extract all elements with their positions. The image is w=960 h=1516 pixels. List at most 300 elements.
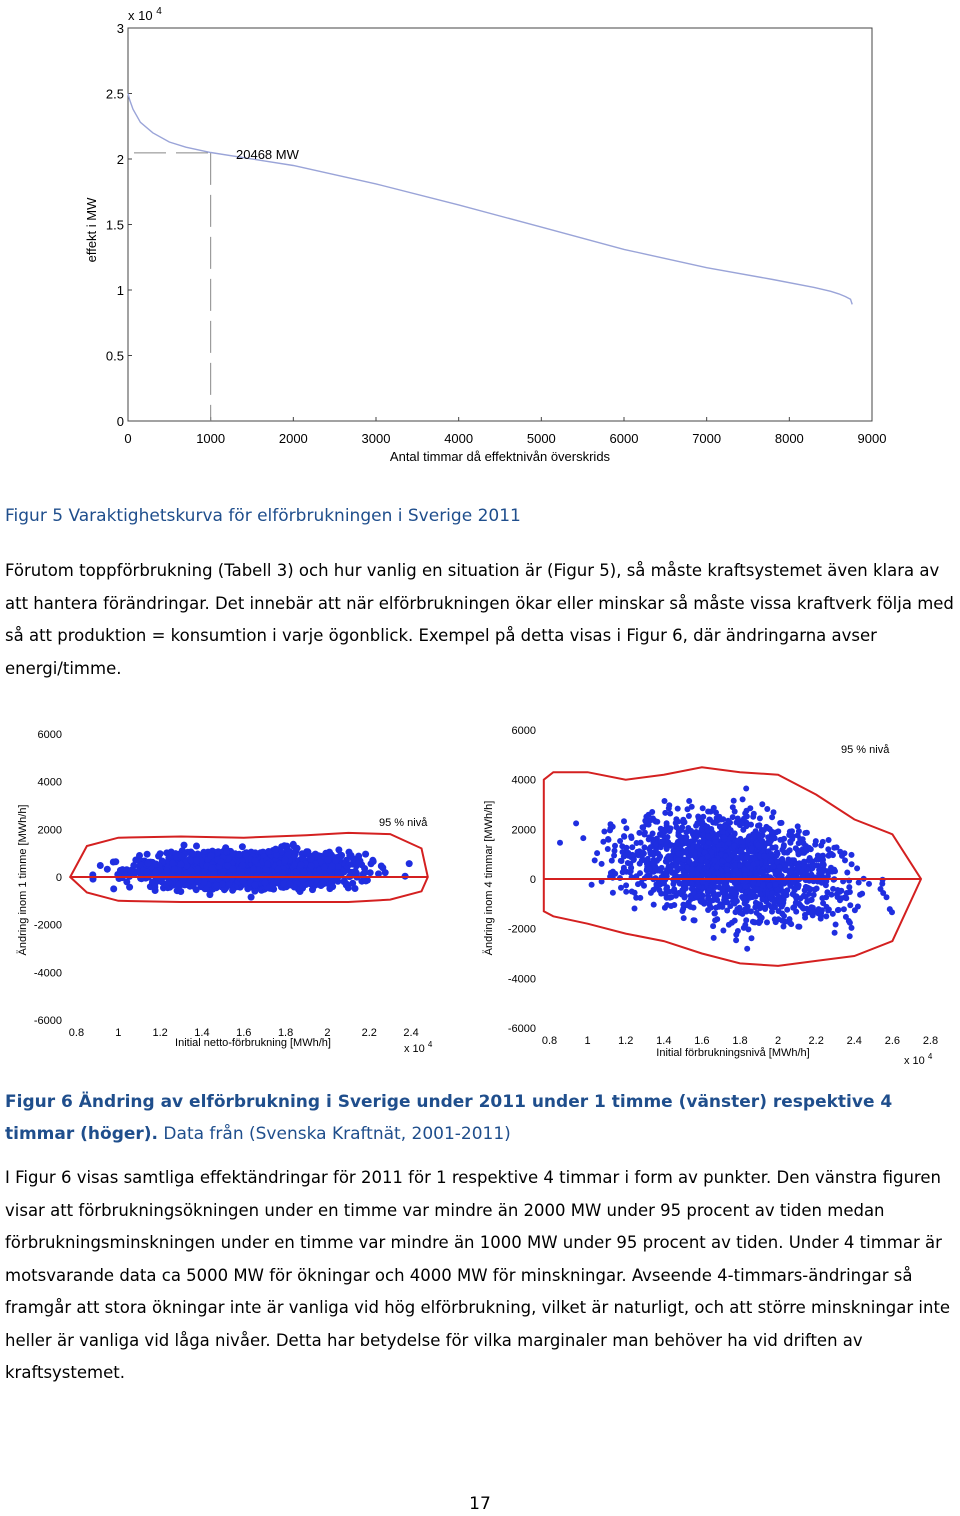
- scatter-point: [647, 872, 653, 878]
- scatter-point: [653, 846, 659, 852]
- scatter-point: [740, 796, 746, 802]
- scatter-point: [773, 882, 779, 888]
- scatter-point: [744, 909, 750, 915]
- y-tick-label: 2000: [511, 824, 536, 837]
- scatter-point: [686, 798, 692, 804]
- scatter-point: [137, 875, 144, 882]
- scatter-point: [149, 879, 156, 886]
- scatter-point: [796, 882, 802, 888]
- x-tick-label: 1: [584, 1035, 591, 1047]
- scatter-point: [866, 881, 872, 887]
- scatter-point: [337, 854, 344, 861]
- scatter-point: [790, 891, 796, 897]
- scatter-point: [264, 861, 271, 868]
- scatter-point: [825, 908, 831, 914]
- scatter-point: [823, 882, 829, 888]
- scatter-point: [696, 893, 702, 899]
- y-tick-label: 3: [116, 21, 124, 36]
- scatter-point: [769, 845, 775, 851]
- y-axis-label: Ändring inom 4 timmar [MWh/h]: [483, 800, 495, 956]
- figure6-caption-bold: Figur 6 Ändring av elförbrukning i Sverige under 2011 under 1 timme (vänster) respektive 4 timmar (höger).: [5, 1092, 893, 1144]
- scatter-point: [854, 865, 860, 871]
- scatter-point: [637, 870, 643, 876]
- scatter-point: [734, 855, 740, 861]
- scatter-point: [720, 928, 726, 934]
- scatter-point: [286, 881, 293, 888]
- x-tick-label: 2.2: [361, 1027, 377, 1039]
- scatter-point: [252, 857, 259, 864]
- scatter-point: [370, 858, 377, 865]
- scatter-point: [729, 888, 735, 894]
- scatter-point: [755, 842, 761, 848]
- scatter-point: [775, 868, 781, 874]
- y-tick-label: 0: [55, 872, 62, 884]
- scatter-point: [709, 849, 715, 855]
- scatter-chart-1h: [0, 710, 470, 1070]
- scatter-point: [700, 805, 706, 811]
- scatter-point: [617, 838, 623, 844]
- scatter-point: [849, 925, 855, 931]
- scatter-point: [143, 868, 150, 875]
- scatter-point: [308, 862, 315, 869]
- scatter-point: [748, 845, 754, 851]
- scatter-point: [713, 810, 719, 816]
- scatter-point: [725, 873, 731, 879]
- scatter-point: [781, 924, 787, 930]
- scatter-point: [795, 924, 801, 930]
- scatter-point: [698, 821, 704, 827]
- scatter-point: [810, 909, 816, 915]
- plot-frame: [128, 28, 872, 421]
- scatter-point: [623, 825, 629, 831]
- scatter-point: [625, 850, 631, 856]
- scatter-point: [656, 887, 662, 893]
- scatter-point: [193, 857, 200, 864]
- x-tick-label: 2.2: [808, 1035, 824, 1047]
- scatter-point: [629, 844, 635, 850]
- scatter-point: [779, 856, 785, 862]
- scatter-point: [104, 866, 111, 873]
- scatter-point: [789, 828, 795, 834]
- scatter-point: [887, 906, 893, 912]
- scatter-point: [688, 904, 694, 910]
- scatter-point: [230, 866, 237, 873]
- scatter-point: [759, 915, 765, 921]
- scatter-point: [698, 815, 704, 821]
- x-tick-label: 2: [775, 1035, 782, 1047]
- scatter-point: [820, 900, 826, 906]
- scatter-point: [714, 864, 720, 870]
- scatter-point: [743, 786, 749, 792]
- scatter-point: [195, 877, 202, 884]
- scatter-point: [712, 857, 718, 863]
- x-tick-label: 4000: [444, 431, 474, 446]
- scatter-point: [123, 878, 130, 885]
- scatter-point: [705, 871, 711, 877]
- scatter-point: [837, 897, 843, 903]
- scatter-point: [705, 833, 711, 839]
- scatter-point: [731, 798, 737, 804]
- scatter-point: [680, 902, 686, 908]
- scatter-point: [157, 850, 164, 857]
- scatter-point: [217, 858, 224, 865]
- scatter-point: [647, 817, 653, 823]
- scatter-point: [844, 870, 850, 876]
- scatter-point: [208, 865, 215, 872]
- scatter-point: [236, 851, 243, 858]
- scatter-point: [628, 833, 634, 839]
- y-tick-label: 4000: [37, 776, 62, 789]
- scatter-point: [605, 846, 611, 852]
- scatter-point: [733, 937, 739, 943]
- scatter-point: [710, 923, 716, 929]
- scatter-point: [789, 865, 795, 871]
- scatter-point: [239, 862, 246, 869]
- scatter-point: [772, 916, 778, 922]
- scatter-point: [766, 839, 772, 845]
- scatter-point: [706, 840, 712, 846]
- scatter-point: [756, 822, 762, 828]
- scatter-point: [362, 851, 369, 858]
- scatter-point: [128, 867, 135, 874]
- scatter-point: [213, 882, 220, 889]
- scatter-point: [363, 877, 370, 884]
- scatter-point: [627, 869, 633, 875]
- x-tick-label: 2.4: [846, 1035, 862, 1047]
- x-multiplier-base: x 10: [904, 1055, 925, 1067]
- scatter-point: [676, 851, 682, 857]
- scatter-point: [777, 837, 783, 843]
- scatter-point: [611, 853, 617, 859]
- scatter-point: [710, 830, 716, 836]
- scatter-point: [705, 907, 711, 913]
- scatter-point: [321, 864, 328, 871]
- scatter-point: [646, 836, 652, 842]
- scatter-point: [110, 885, 117, 892]
- scatter-point: [329, 883, 336, 890]
- x-tick-label: 9000: [857, 431, 887, 446]
- scatter-point: [680, 817, 686, 823]
- x-tick-label: 2.8: [922, 1035, 939, 1047]
- scatter-point: [329, 863, 336, 870]
- scatter-point: [686, 813, 692, 819]
- scatter-point: [378, 863, 385, 870]
- scatter-point: [642, 844, 648, 850]
- scatter-point: [618, 858, 624, 864]
- scatter-point: [349, 861, 356, 868]
- scatter-point: [714, 815, 720, 821]
- scatter-point: [599, 861, 605, 867]
- scatter-point: [795, 849, 801, 855]
- x-tick-label: 1.4: [656, 1035, 672, 1047]
- scatter-point: [640, 825, 646, 831]
- scatter-point: [647, 866, 653, 872]
- scatter-point: [823, 913, 829, 919]
- scatter-point: [169, 860, 176, 867]
- scatter-point: [248, 894, 255, 901]
- scatter-point: [664, 820, 670, 826]
- y-tick-label: 1.5: [105, 217, 124, 233]
- x-multiplier: [904, 1052, 933, 1067]
- scatter-point: [178, 852, 185, 859]
- scatter-point: [631, 857, 637, 863]
- x-tick-label: 8000: [774, 431, 804, 446]
- scatter-point: [623, 889, 629, 895]
- scatter-point: [698, 898, 704, 904]
- scatter-point: [187, 878, 194, 885]
- scatter-point: [795, 864, 801, 870]
- scatter-point: [265, 848, 272, 855]
- y-tick-label: 0: [529, 874, 536, 886]
- scatter-point: [712, 910, 718, 916]
- scatter-point: [748, 822, 754, 828]
- scatter-point: [580, 835, 586, 841]
- scatter-point: [849, 852, 855, 858]
- scatter-point: [760, 883, 766, 889]
- scatter-point: [152, 869, 159, 876]
- scatter-point: [739, 821, 745, 827]
- scatter-point: [802, 830, 808, 836]
- x-multiplier-exponent: 4: [927, 1052, 933, 1061]
- scatter-point: [846, 884, 852, 890]
- scatter-point: [240, 878, 247, 885]
- x-axis-label: Initial netto-förbrukning [MWh/h]: [175, 1037, 331, 1049]
- scatter-point: [706, 887, 712, 893]
- annotation-95-label: 95 % nivå: [379, 817, 428, 829]
- scatter-point: [97, 862, 104, 869]
- scatter-point: [290, 842, 297, 849]
- scatter-point: [824, 889, 830, 895]
- scatter-point: [757, 815, 763, 821]
- scatter-point: [744, 855, 750, 861]
- scatter-point: [144, 860, 151, 867]
- y-axis-label: effekt i MW: [84, 197, 99, 263]
- scatter-point: [683, 885, 689, 891]
- scatter-point: [757, 902, 763, 908]
- scatter-point: [705, 854, 711, 860]
- scatter-point: [608, 821, 614, 827]
- scatter-point: [673, 816, 679, 822]
- scatter-point: [724, 866, 730, 872]
- y-tick-label: 6000: [511, 725, 536, 737]
- scatter-point: [207, 852, 214, 859]
- x-tick-label: 1.2: [618, 1035, 634, 1047]
- scatter-point: [775, 828, 781, 834]
- scatter-point: [644, 861, 650, 867]
- scatter-point: [280, 880, 287, 887]
- scatter-point: [767, 882, 773, 888]
- scatter-point: [683, 873, 689, 879]
- scatter-point: [112, 858, 119, 865]
- scatter-point: [814, 886, 820, 892]
- scatter-point: [740, 827, 746, 833]
- scatter-point: [826, 837, 832, 843]
- scatter-point: [768, 894, 774, 900]
- scatter-point: [153, 861, 160, 868]
- scatter-point: [832, 868, 838, 874]
- scatter-point: [787, 839, 793, 845]
- scatter-point: [612, 871, 618, 877]
- x-tick-label: 1.6: [236, 1027, 252, 1039]
- scatter-point: [312, 851, 319, 858]
- scatter-point: [382, 869, 389, 876]
- scatter-point: [320, 880, 327, 887]
- scatter-point: [343, 881, 350, 888]
- y-tick-label: -6000: [33, 1015, 62, 1027]
- figure5-caption: Figur 5 Varaktighetskurva för elförbrukningen i Sverige 2011: [5, 506, 521, 526]
- paragraph-2: I Figur 6 visas samtliga effektändringar för 2011 för 1 respektive 4 timmar i form av punkter. Den vänstra figuren visar att förbrukningsökningen under en timme var mindre än 2000 MW under 95 procent av tiden medan förbrukningsminskningen under en timme var mindre än 1000 MW under 95 procent av tiden. Under 4 timmar är motsvarande data ca 5000 MW för ökningar och 4000 MW för minskningar. Avseende 4-timmars-ändringar så framgår att stora ökningar inte är vanliga vid hög elförbrukning, vilket är naturligt, och att större minskningar inte heller är vanliga vid låga nivåer. Detta har betydelse för vilka marginaler man behöver ha vid driften av kraftsystemet.: [5, 1168, 951, 1382]
- scatter-point: [738, 847, 744, 853]
- scatter-point: [674, 824, 680, 830]
- scatter-point: [688, 828, 694, 834]
- scatter-point: [621, 865, 627, 871]
- y-tick-label: -2000: [507, 923, 536, 936]
- scatter-point: [691, 834, 697, 840]
- scatter-point: [764, 919, 770, 925]
- scatter-point: [713, 905, 719, 911]
- scatter-point: [761, 853, 767, 859]
- scatter-point: [719, 858, 725, 864]
- scatter-point: [618, 885, 624, 891]
- y-multiplier-exponent: 4: [156, 6, 162, 17]
- scatter-point: [769, 814, 775, 820]
- scatter-point: [188, 867, 195, 874]
- scatter-point: [723, 899, 729, 905]
- scatter-point: [658, 839, 664, 845]
- duration-curve-line: [128, 94, 852, 305]
- scatter-point: [675, 806, 681, 812]
- scatter-point: [592, 857, 598, 863]
- scatter-point: [843, 914, 849, 920]
- scatter-point: [741, 925, 747, 931]
- x-axis-label: Antal timmar då effektnivån överskrids: [389, 449, 611, 464]
- scatter-point: [847, 933, 853, 939]
- scatter-point: [742, 810, 748, 816]
- scatter-point: [621, 834, 627, 840]
- duration-curve-chart: [0, 0, 960, 480]
- x-tick-label: 2000: [278, 431, 308, 446]
- scatter-point: [820, 860, 826, 866]
- scatter-point: [779, 847, 785, 853]
- y-multiplier-base: x 10: [128, 8, 153, 23]
- scatter-point: [819, 870, 825, 876]
- scatter-point: [721, 823, 727, 829]
- x-multiplier: [404, 1040, 433, 1055]
- scatter-point: [835, 907, 841, 913]
- scatter-point: [689, 866, 695, 872]
- scatter-point: [750, 814, 756, 820]
- scatter-point: [251, 888, 258, 895]
- scatter-point: [657, 868, 663, 874]
- scatter-point: [720, 888, 726, 894]
- scatter-point: [658, 826, 664, 832]
- scatter-point: [638, 880, 644, 886]
- x-tick-label: 3000: [361, 431, 391, 446]
- scatter-point: [629, 889, 635, 895]
- x-tick-label: 1000: [196, 431, 226, 446]
- scatter-point: [795, 832, 801, 838]
- scatter-point: [144, 851, 151, 858]
- scatter-point: [771, 809, 777, 815]
- scatter-point: [651, 887, 657, 893]
- x-tick-label: 1.2: [152, 1027, 168, 1039]
- scatter-point: [683, 834, 689, 840]
- figure6-caption: [5, 1086, 960, 1150]
- scatter-point: [759, 801, 765, 807]
- scatter-point: [589, 882, 595, 888]
- scatter-point: [281, 857, 288, 864]
- scatter-point: [683, 849, 689, 855]
- scatter-point: [651, 902, 657, 908]
- y-tick-label: 0: [116, 414, 124, 429]
- scatter-point: [849, 861, 855, 867]
- scatter-point: [803, 894, 809, 900]
- scatter-point: [189, 850, 196, 857]
- y-tick-label: -2000: [33, 919, 62, 932]
- scatter-point: [832, 930, 838, 936]
- scatter-point: [844, 890, 850, 896]
- scatter-point: [764, 806, 770, 812]
- scatter-point: [774, 853, 780, 859]
- scatter-point: [788, 921, 794, 927]
- x-tick-label: 1.6: [694, 1035, 710, 1047]
- scatter-point: [649, 809, 655, 815]
- scatter-point: [171, 866, 178, 873]
- scatter-point: [736, 871, 742, 877]
- scatter-point: [700, 839, 706, 845]
- x-tick-label: 2.4: [403, 1027, 419, 1039]
- scatter-point: [681, 915, 687, 921]
- scatter-point: [724, 908, 730, 914]
- y-tick-label: 6000: [37, 729, 62, 741]
- x-tick-label: 0.8: [68, 1027, 85, 1039]
- scatter-point: [781, 862, 787, 868]
- scatter-point: [610, 890, 616, 896]
- x-tick-label: 2: [324, 1027, 331, 1039]
- scatter-point: [637, 861, 643, 867]
- scatter-point: [641, 851, 647, 857]
- scatter-point: [857, 892, 863, 898]
- scatter-point: [769, 909, 775, 915]
- scatter-point: [636, 830, 642, 836]
- scatter-point: [734, 820, 740, 826]
- scatter-point: [834, 844, 840, 850]
- scatter-point: [732, 862, 738, 868]
- scatter-point: [732, 901, 738, 907]
- scatter-point: [675, 840, 681, 846]
- scatter-point: [667, 895, 673, 901]
- scatter-point: [729, 920, 735, 926]
- scatter-point: [713, 839, 719, 845]
- scatter-point: [621, 818, 627, 824]
- scatter-point: [693, 823, 699, 829]
- scatter-point: [272, 846, 279, 853]
- y-multiplier: [128, 6, 162, 23]
- x-axis-label: Initial förbrukningsnivå [MWh/h]: [656, 1047, 810, 1059]
- scatter-point: [250, 866, 257, 873]
- scatter-point: [712, 917, 718, 923]
- scatter-point: [768, 851, 774, 857]
- scatter-point: [761, 827, 767, 833]
- scatter-point: [667, 811, 673, 817]
- scatter-point: [855, 904, 861, 910]
- annotation-label: 20468 MW: [236, 147, 299, 162]
- scatter-point: [726, 857, 732, 863]
- scatter-point: [841, 906, 847, 912]
- scatter-point: [843, 895, 849, 901]
- x-tick-label: 1.8: [732, 1035, 748, 1047]
- scatter-point: [735, 928, 741, 934]
